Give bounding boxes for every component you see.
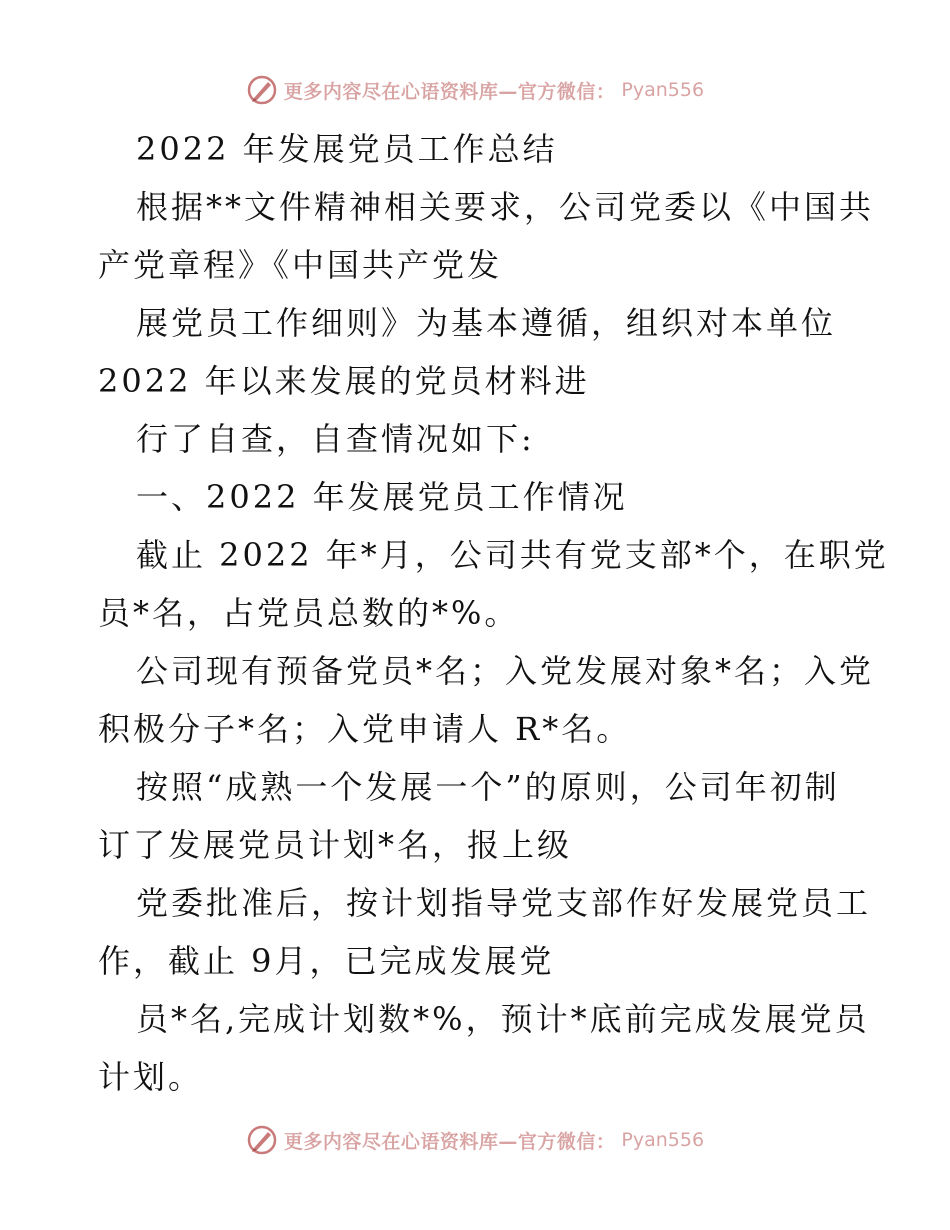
watermark-account: Pyan556 xyxy=(621,1129,705,1151)
watermark-account: Pyan556 xyxy=(621,79,705,101)
paragraph-line: 展党员工作细则》为基本遵循，组织对本单位 xyxy=(136,304,837,342)
document-title: 2022 年发展党员工作总结 xyxy=(136,130,558,168)
paragraph-line: 产党章程》《中国共产党发 xyxy=(98,246,503,284)
paragraph-line: 2022 年以来发展的党员材料进 xyxy=(98,362,590,400)
pen-logo-icon xyxy=(246,74,278,106)
paragraph-line: 积极分子*名；入党申请人 R*名。 xyxy=(98,710,632,748)
footer-watermark xyxy=(0,1120,950,1160)
section-heading: 一、2022 年发展党员工作情况 xyxy=(136,478,628,516)
paragraph-line: 按照“成熟一个发展一个”的原则，公司年初制 xyxy=(136,768,840,806)
paragraph-line: 作，截止 9月，已完成发展党 xyxy=(98,942,555,980)
paragraph-line: 计划。 xyxy=(98,1058,204,1096)
paragraph-line: 党委批准后，按计划指导党支部作好发展党员工 xyxy=(136,884,872,922)
paragraph-line: 员*名,完成计划数*%，预计*底前完成发展党员 xyxy=(136,1000,870,1038)
pen-logo-icon xyxy=(246,1124,278,1156)
header-watermark xyxy=(0,70,950,110)
paragraph-line: 订了发展党员计划*名，报上级 xyxy=(98,826,573,864)
document-body xyxy=(98,120,889,1106)
paragraph-line: 截止 2022 年*月，公司共有党支部*个，在职党 xyxy=(136,536,889,574)
paragraph-line: 根据**文件精神相关要求，公司党委以《中国共 xyxy=(136,188,875,226)
paragraph-line: 员*名，占党员总数的*%。 xyxy=(98,594,520,632)
paragraph-line: 公司现有预备党员*名；入党发展对象*名；入党 xyxy=(136,652,875,690)
watermark-text: 更多内容尽在心语资料库—官方微信： xyxy=(283,1130,616,1153)
paragraph-line: 行了自查，自查情况如下: xyxy=(136,420,535,458)
watermark-text: 更多内容尽在心语资料库—官方微信： xyxy=(283,80,616,103)
